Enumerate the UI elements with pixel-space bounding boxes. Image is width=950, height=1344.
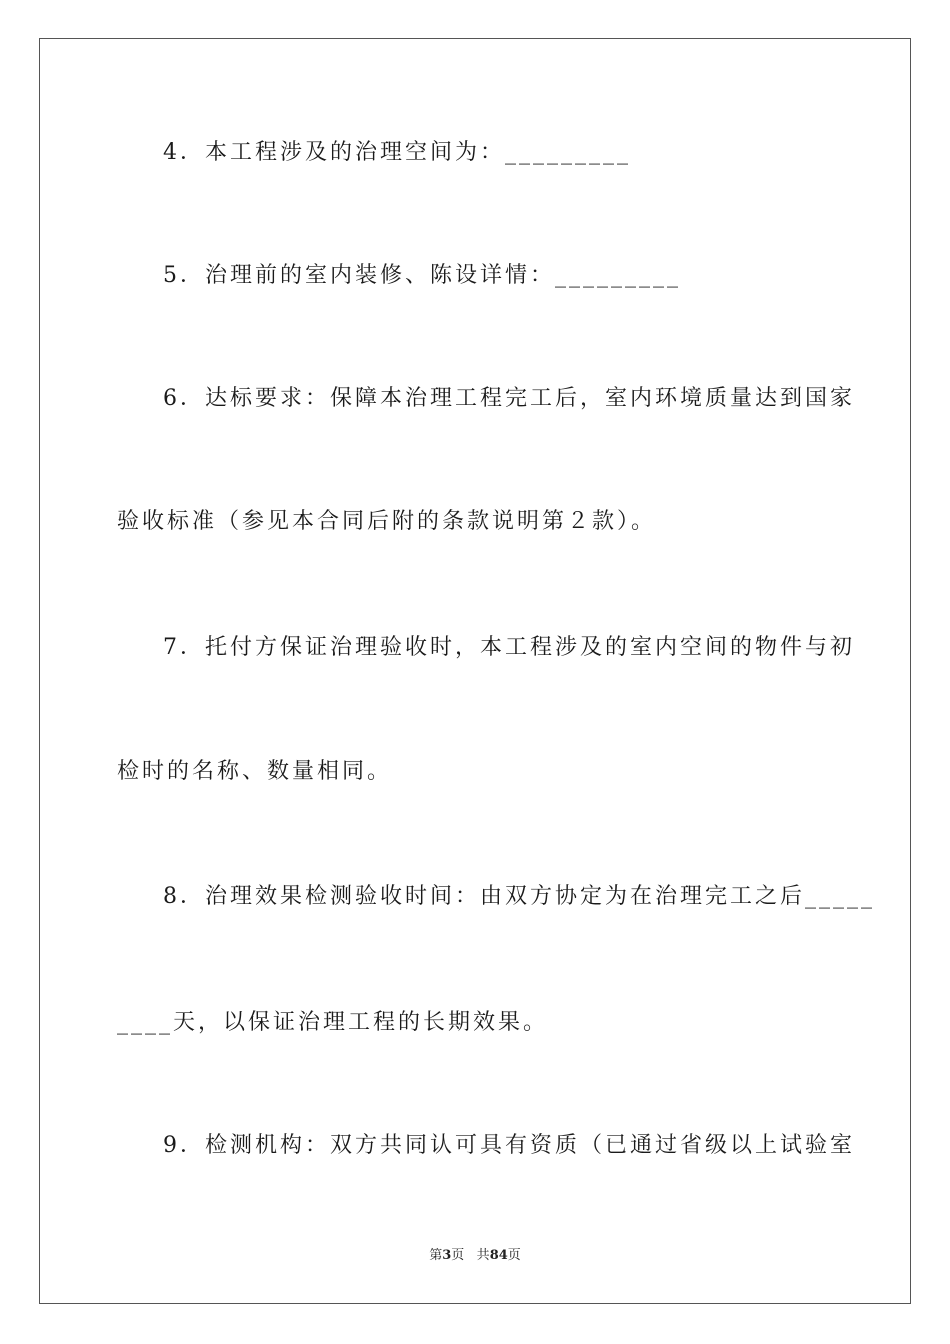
clause-6-line-2: 验收标准（参见本合同后附的条款说明第２款）。	[117, 509, 657, 534]
clause-8-line-2: ____天，以保证治理工程的长期效果。	[117, 1010, 549, 1035]
footer-page-suffix: 页	[451, 1248, 465, 1263]
page-footer	[0, 1247, 950, 1265]
clause-6-line-1: 6．达标要求：保障本治理工程完工后，室内环境质量达到国家	[163, 386, 855, 411]
clause-8-line-1: 8．治理效果检测验收时间：由双方协定为在治理完工之后_____	[163, 884, 875, 909]
clause-9-line-1: 9．检测机构：双方共同认可具有资质（已通过省级以上试验室	[163, 1133, 855, 1158]
clause-4-line: 4．本工程涉及的治理空间为：_________	[163, 140, 631, 165]
footer-total-prefix: 共	[476, 1248, 490, 1263]
footer-total-suffix: 页	[507, 1248, 521, 1263]
page-frame	[39, 38, 911, 1304]
clause-7-line-1: 7．托付方保证治理验收时，本工程涉及的室内空间的物件与初	[163, 635, 855, 660]
footer-page-number: 3	[442, 1248, 452, 1263]
clause-5-line: 5．治理前的室内装修、陈设详情：_________	[163, 263, 681, 288]
clause-7-line-2: 检时的名称、数量相同。	[117, 759, 393, 784]
footer-total-pages: 84	[489, 1248, 508, 1263]
footer-page-prefix: 第	[429, 1248, 443, 1263]
